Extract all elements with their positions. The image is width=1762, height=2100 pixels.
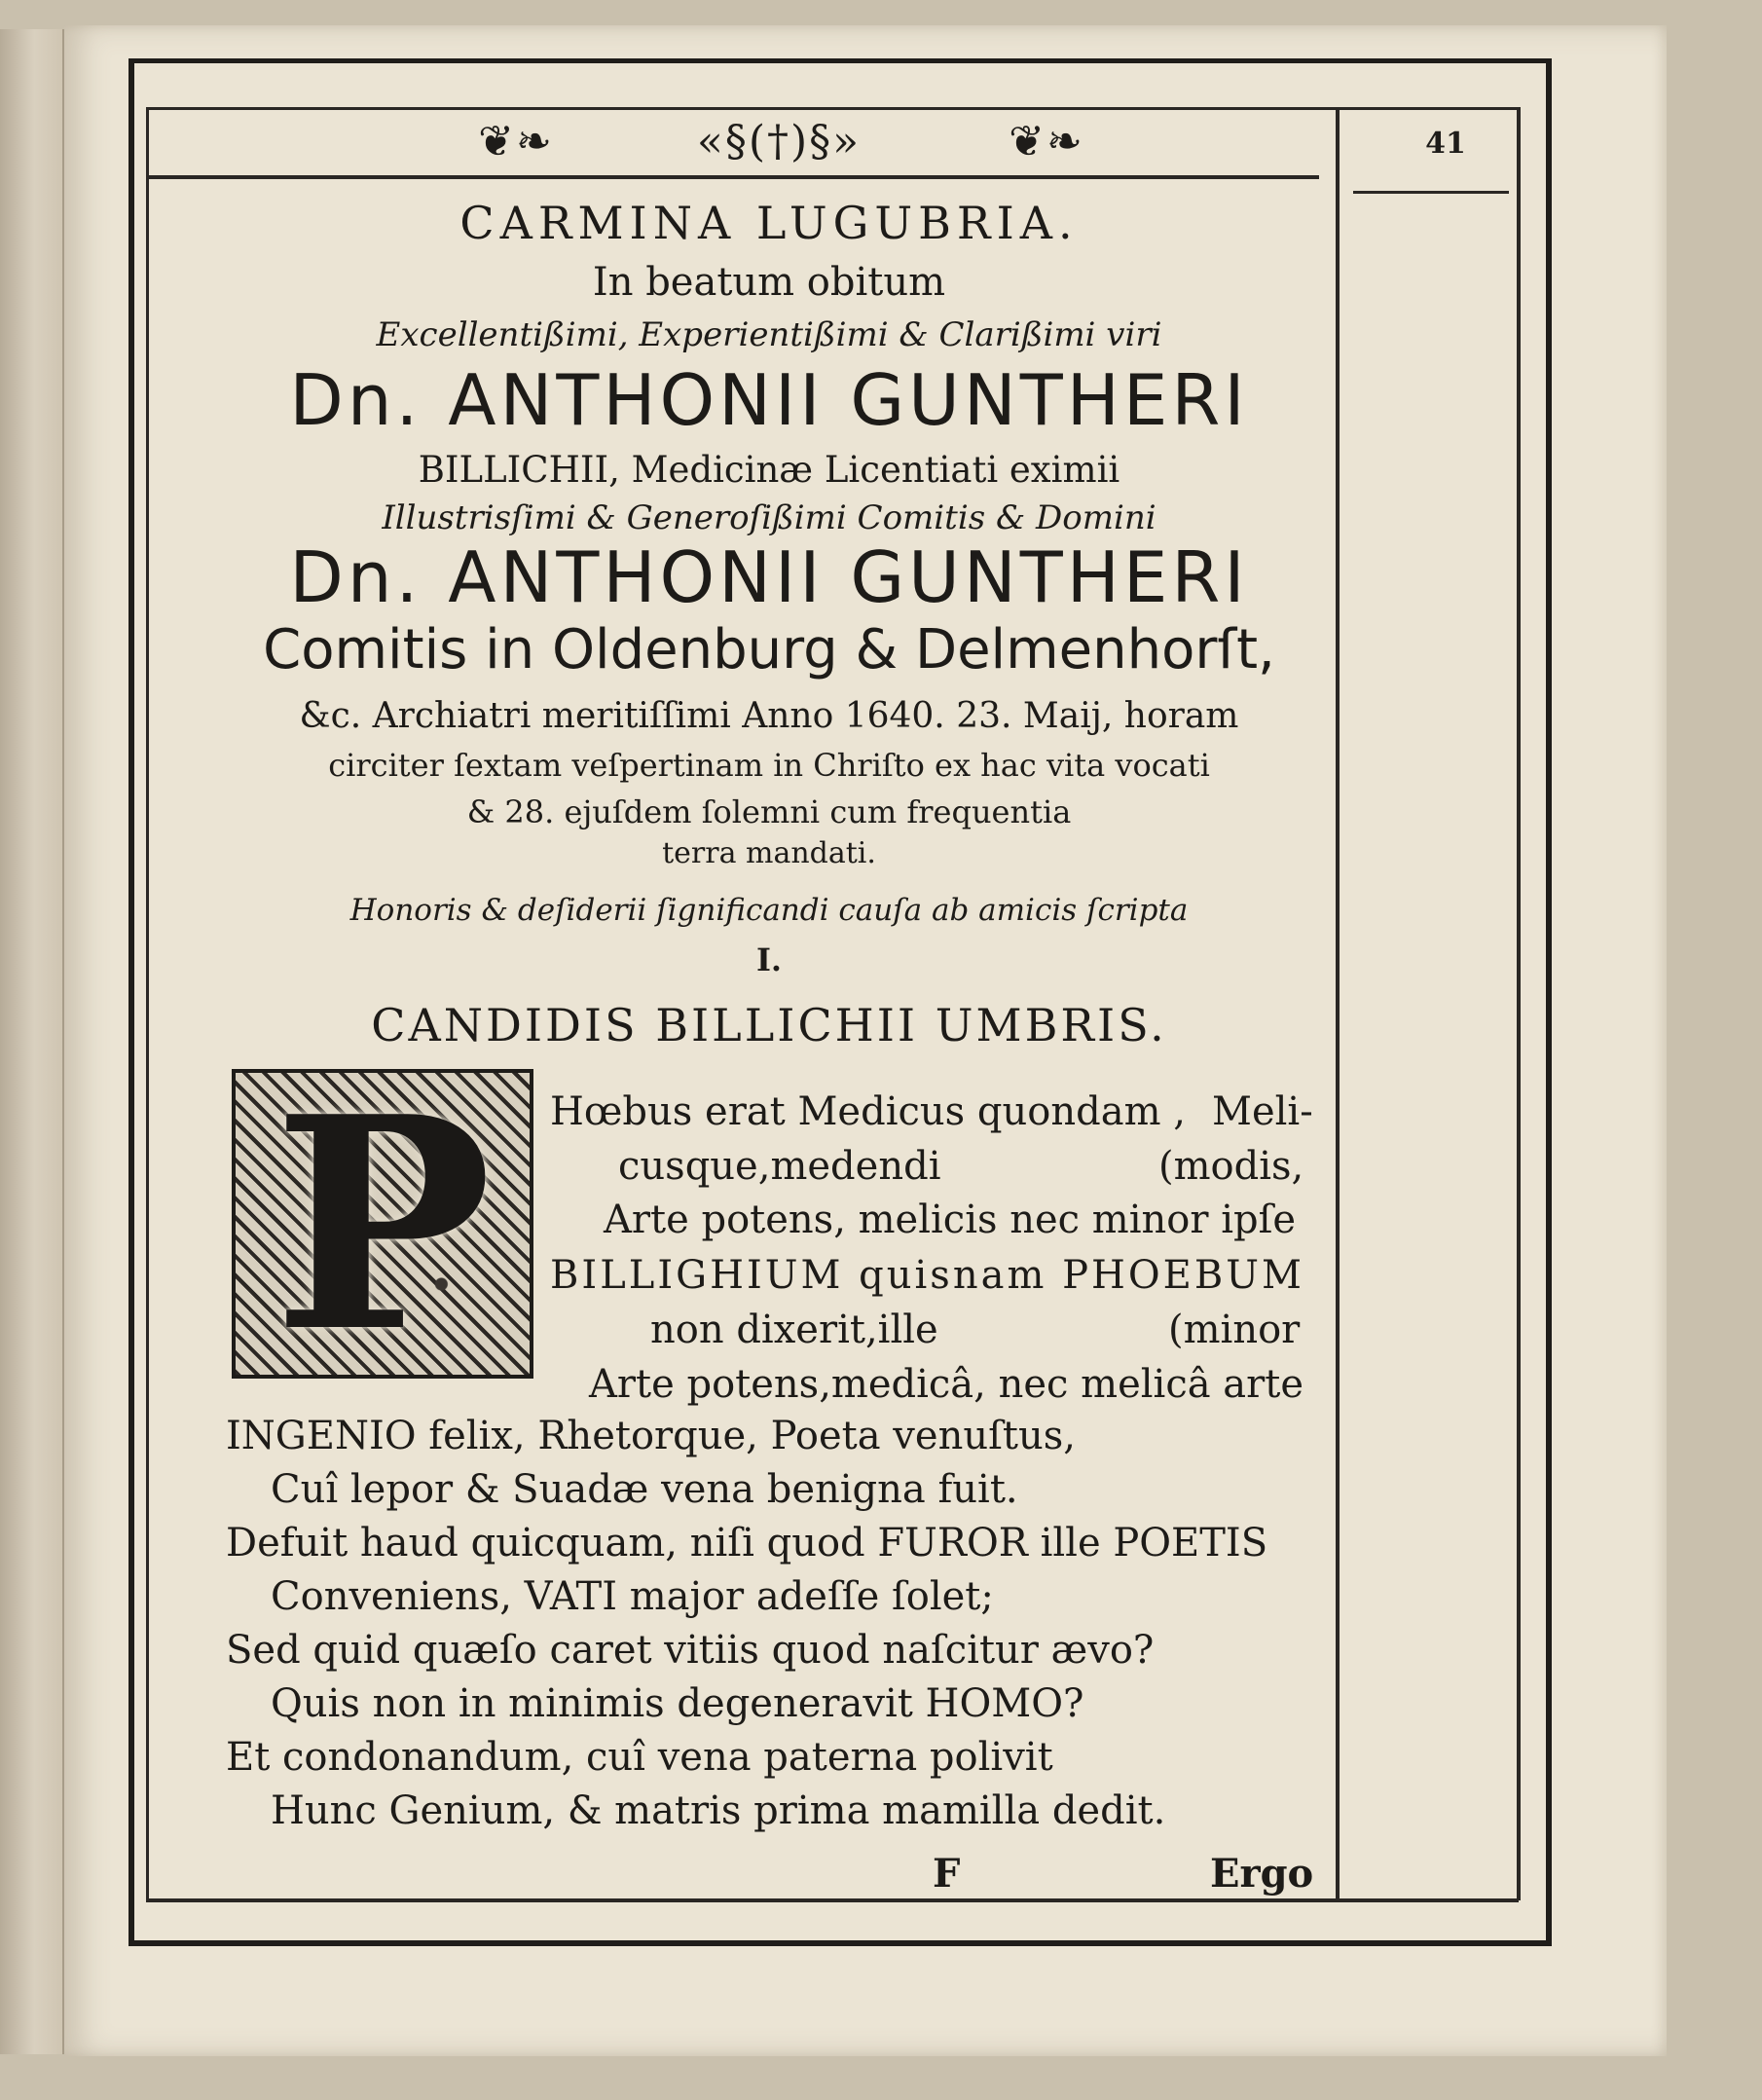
county-line: Comitis in Oldenburg & Delmenhorſt, (263, 618, 1275, 682)
catchword: Ergo (1210, 1851, 1314, 1897)
verse-line: Arte potens, melicis nec minor ipſe (604, 1197, 1297, 1242)
margin-column-rule (1353, 191, 1509, 194)
verse-line-end: (modis, (1158, 1144, 1304, 1189)
fleuron-right-ornament: ❦❧ (1009, 117, 1084, 166)
subtitle-line: In beatum obitum (592, 260, 946, 305)
page-number: 41 (1425, 127, 1466, 161)
decorated-initial (232, 1051, 533, 1396)
authors-line: Honoris & deſiderii ſignificandi cauſa ab amicis ſcripta (349, 893, 1189, 928)
verse-line: Conveniens, VATI major adeſſe ſolet; (271, 1574, 994, 1619)
burial-line-end: terra mandati. (662, 836, 876, 870)
signature-mark: F (933, 1851, 961, 1897)
dedication-line: Excellentißimi, Experientißimi & Clarißimi viri (376, 315, 1162, 354)
fleuron-left-ornament: ❦❧ (478, 117, 554, 166)
initial-letter: P (273, 1051, 493, 1396)
poem-numeral: I. (755, 941, 783, 978)
header-rule-bottom (146, 175, 1319, 179)
facing-page-edge (0, 29, 64, 2054)
verse-line: Quis non in minimis degeneravit HOMO? (271, 1681, 1084, 1726)
footer-rule (146, 1898, 1519, 1902)
inner-left-rule (146, 107, 149, 1900)
verse-line-end: (minor (1168, 1308, 1301, 1352)
verse-line: Arte potens,medicâ, nec melicâ arte (589, 1362, 1304, 1407)
poem-title: CANDIDIS BILLICHII UMBRIS. (371, 999, 1167, 1051)
burial-line: & 28. ejuſdem ſolemni cum frequentia (466, 793, 1072, 830)
verse-line: Et condonandum, cuî vena paterna polivit (226, 1735, 1053, 1780)
name-heading: Dn. ANTHONII GUNTHERI (289, 359, 1249, 441)
patron-line: Illustrisſimi & Generoſißimi Comitis & Domini (382, 498, 1156, 537)
time-line: circiter ſextam veſpertinam in Chriſto ex hac vita vocati (328, 747, 1210, 784)
verse-line: Hunc Genium, & matris prima mamilla dedit. (271, 1788, 1166, 1833)
header-rule-top (146, 107, 1519, 110)
date-line: &c. Archiatri meritiſſimi Anno 1640. 23. Maij, horam (299, 696, 1239, 736)
verse-line: Hœbus erat Medicus quondam , (550, 1089, 1186, 1134)
verse-line: Cuî lepor & Suadæ vena benigna fuit. (271, 1467, 1018, 1512)
page-title: CARMINA LUGUBRIA. (459, 197, 1079, 249)
verse-line: Defuit haud quicquam, niſi quod FUROR ille POETIS (226, 1521, 1268, 1566)
verse-line: INGENIO felix, Rhetorque, Poeta venuſtus, (226, 1414, 1076, 1458)
margin-column-left-rule (1336, 107, 1340, 1900)
verse-line: BILLIGHIUM quisnam PHOEBUM (550, 1253, 1304, 1298)
verse-line: Sed quid quæſo caret vitiis quod naſcitur ævo? (226, 1628, 1155, 1673)
margin-column-right-rule (1517, 107, 1521, 1900)
verse-line: cusque,medendi (618, 1144, 941, 1189)
verse-line-end: Meli- (1212, 1089, 1313, 1134)
cross-ornament: «§(†)§» (696, 117, 862, 166)
verse-line: non dixerit,ille (650, 1308, 938, 1352)
patron-name-heading: Dn. ANTHONII GUNTHERI (289, 536, 1249, 618)
title-line: BILLICHII, Medicinæ Licentiati eximii (418, 449, 1120, 491)
